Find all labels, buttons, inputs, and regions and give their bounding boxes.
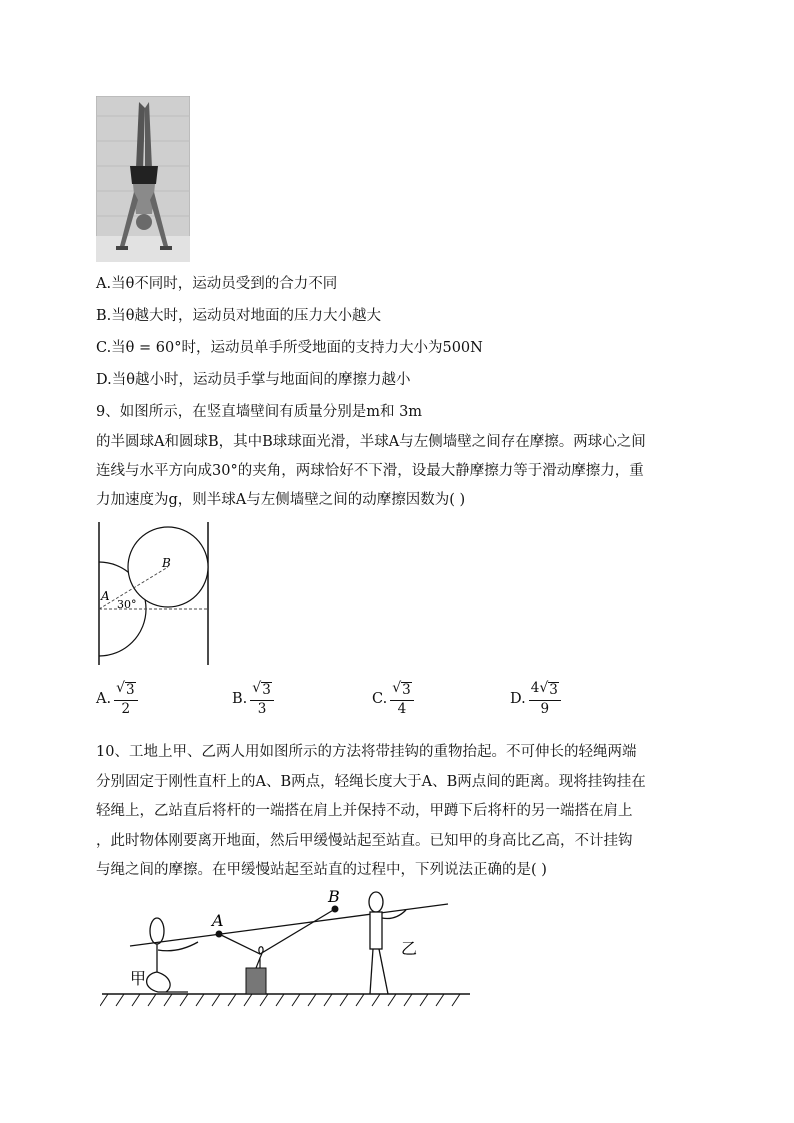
q9-stem-line-2: 的半圆球A和圆球B，其中B球球面光滑，半球A与左侧墙壁之间存在摩擦。两球心之间 [96, 434, 646, 450]
q10-stem-line-2: 分别固定于刚性直杆上的A、B两点，轻绳长度大于A、B两点间的距离。现将挂钩挂在 [96, 774, 646, 790]
q9-stem-line-4: 力加速度为g，则半球A与左侧墙壁之间的动摩擦因数为( ) [96, 492, 466, 508]
weight-block [246, 968, 266, 994]
label-jia: 甲 [130, 969, 147, 988]
q8-option-d: D.当θ越小时，运动员手掌与地面间的摩擦力越小 [96, 372, 411, 388]
label-yi: 乙 [401, 939, 418, 958]
q9-option-b: B. √ 3 3 [232, 680, 274, 717]
q10-figure [100, 888, 472, 1013]
label-a: A [212, 911, 224, 930]
ground-hatch [100, 994, 460, 1006]
label-a: A [101, 589, 110, 603]
q8-option-a: A.当θ不同时，运动员受到的合力不同 [96, 276, 338, 292]
q9-option-a: A. √ 3 2 [96, 680, 138, 717]
q8-option-c: C.当θ = 60°时，运动员单手所受地面的支持力大小为500N [96, 340, 483, 356]
q8-option-b: B.当θ越大时，运动员对地面的压力大小越大 [96, 308, 381, 324]
label-b: B [162, 556, 171, 570]
person-jia [147, 918, 198, 992]
q9-option-d: D. 4 √ 3 9 [510, 680, 561, 717]
q9-figure [92, 520, 217, 670]
handstand-photo [96, 96, 190, 262]
hook [259, 947, 263, 968]
q10-stem-line-4: ，此时物体刚要离开地面，然后甲缓慢站起至站直。已知甲的身高比乙高，不计挂钩 [96, 833, 633, 849]
q9-stem-line-3: 连线与水平方向成30°的夹角，两球恰好不下滑，设最大静摩擦力等于滑动摩擦力，重 [96, 463, 644, 479]
q10-stem-line-1: 10、工地上甲、乙两人用如图所示的方法将带挂钩的重物抬起。不可伸长的轻绳两端 [96, 744, 637, 760]
q10-stem-line-3: 轻绳上，乙站直后将杆的一端搭在肩上并保持不动，甲蹲下后将杆的另一端搭在肩上 [96, 803, 633, 819]
point-a [216, 931, 223, 938]
q10-stem-line-5: 与绳之间的摩擦。在甲缓慢站起至站直的过程中，下列说法正确的是( ) [96, 862, 547, 878]
point-b [332, 906, 339, 913]
angle-label: 30° [117, 598, 137, 611]
q9-option-c: C. √ 3 4 [372, 680, 414, 717]
q9-stem-line-1: 9、如图所示，在竖直墙壁间有质量分别是m和 3m [96, 404, 423, 420]
label-b: B [328, 888, 340, 906]
